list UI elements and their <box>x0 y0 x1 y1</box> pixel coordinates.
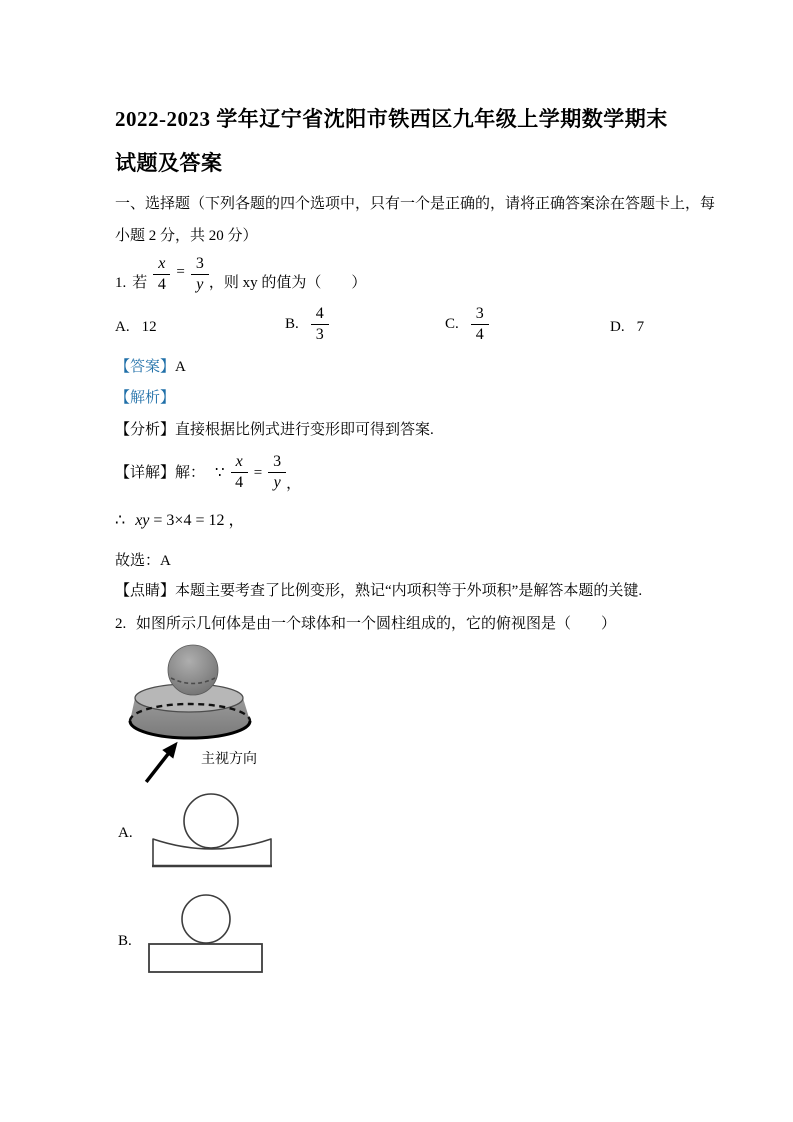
analysis-header <box>115 387 175 409</box>
solid-figure <box>127 642 253 742</box>
conclusion-line: 故选：A <box>115 553 171 569</box>
therefore-rest: = 3×4 = 12 ， <box>149 512 245 529</box>
equals-sign: = <box>176 264 185 280</box>
question-2 <box>115 613 616 635</box>
dianjing-text: 本题主要考查了比例变形，熟记“内项积等于外项积”是解答本题的关键. <box>175 583 643 599</box>
answer-line <box>115 356 186 378</box>
xiangjie-fraction-left: $\frac{x}{4}$ <box>231 453 248 492</box>
xiangjie-fraction-right: $\frac{3}{y}$ <box>268 453 286 492</box>
view-direction-arrow-icon <box>137 733 185 791</box>
option-c-fraction: $\frac{3}{4}$ <box>471 305 489 344</box>
q2-option-b-figure <box>145 892 270 977</box>
option-d <box>610 316 644 338</box>
question-2-text: 如图所示几何体是由一个球体和一个圆柱组成的，它的俯视图是（ ） <box>136 616 617 632</box>
dianjing-tag: 【点睛】 <box>115 583 176 599</box>
xiangjie-line <box>115 450 301 495</box>
xiangjie-prefix: 解： <box>175 464 206 481</box>
question-1 <box>115 250 366 294</box>
xiangjie-tag: 【详解】 <box>115 464 176 481</box>
option-a <box>115 316 157 338</box>
option-c-label: C. <box>445 316 459 333</box>
circle-shape <box>184 794 238 848</box>
fenxi-line <box>115 419 434 441</box>
rect-base-shape <box>149 944 262 972</box>
question-2-number: 2. <box>115 616 127 632</box>
view-direction-label: 主视方向 <box>201 752 257 767</box>
analysis-header-tag: 【解析】 <box>115 390 176 406</box>
q2-option-a-figure <box>150 790 275 875</box>
option-d-value: 7 <box>636 319 645 335</box>
fraction-x-over-4: $\frac{x}{4}$ <box>153 255 170 294</box>
option-b <box>285 305 329 344</box>
option-a-value: 12 <box>141 319 157 335</box>
fenxi-tag: 【分析】 <box>115 422 176 438</box>
option-d-label: D. <box>610 319 625 335</box>
dianjing-line <box>115 580 642 602</box>
section-heading-line1: 一、选择题（下列各题的四个选项中，只有一个是正确的，请将正确答案涂在答题卡上，每 <box>115 196 716 212</box>
fraction-3-over-y: $\frac{3}{y}$ <box>191 255 209 294</box>
option-c <box>445 305 489 344</box>
circle-shape <box>182 895 230 943</box>
answer-value: A <box>175 359 186 375</box>
q2-option-b-label: B. <box>118 933 132 949</box>
page-title-line2: 试题及答案 <box>115 151 223 175</box>
option-b-label: B. <box>285 316 299 333</box>
question-1-suffix: ，则 xy 的值为（ ） <box>208 275 367 291</box>
therefore-line <box>115 510 244 532</box>
option-b-fraction: $\frac{4}{3}$ <box>311 305 329 344</box>
therefore-symbol: ∴ <box>115 512 126 529</box>
xiangjie-equals: = <box>253 464 263 481</box>
therefore-variable: xy <box>135 512 150 529</box>
answer-tag: 【答案】 <box>115 359 176 375</box>
option-a-label: A. <box>115 319 130 335</box>
sphere-shape <box>168 645 218 695</box>
because-symbol: ∵ <box>215 464 225 481</box>
xiangjie-comma: ， <box>286 476 302 492</box>
question-1-number: 1. <box>115 275 127 291</box>
question-1-prefix: 若 <box>132 275 148 291</box>
page-title-line1: 2022-2023 学年辽宁省沈阳市铁西区九年级上学期数学期末 <box>115 107 668 131</box>
section-heading-line2: 小题 2 分，共 20 分） <box>115 228 258 244</box>
q2-option-a-label: A. <box>118 825 133 841</box>
fenxi-text: 直接根据比例式进行变形即可得到答案. <box>175 422 434 438</box>
